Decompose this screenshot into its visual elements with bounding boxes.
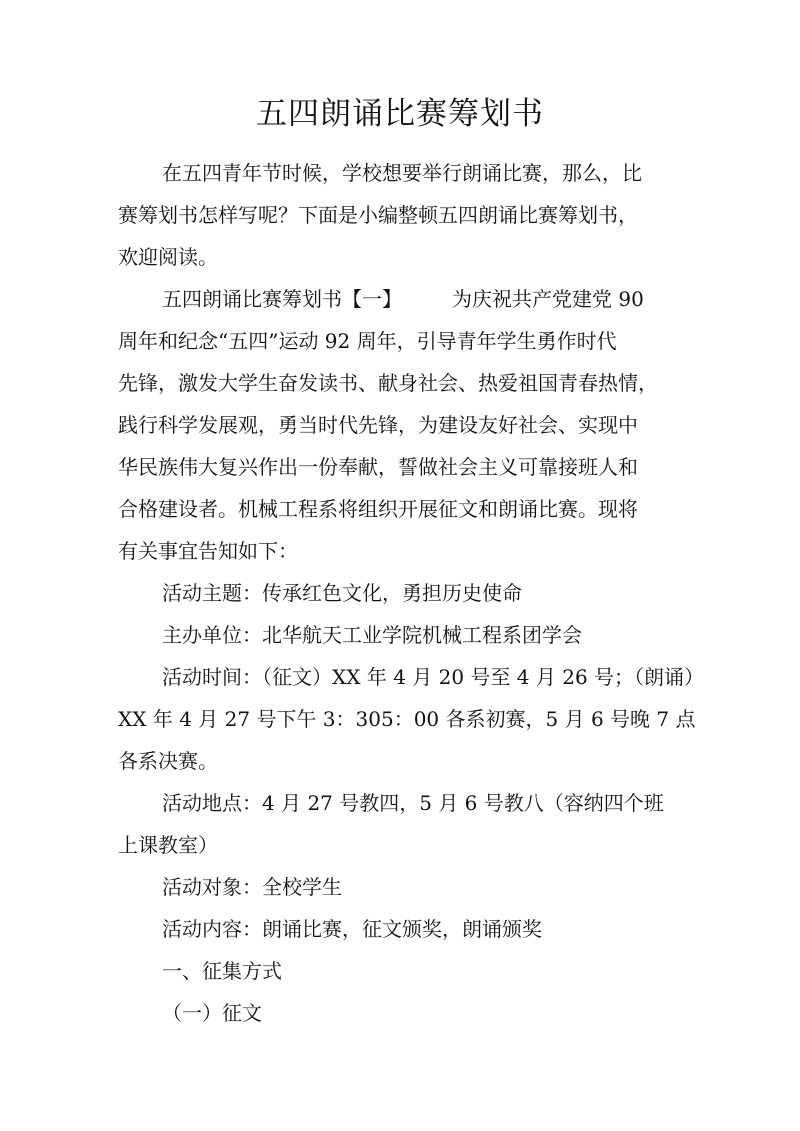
section-one-line-5: 华民族伟大复兴作出一份奉献，誓做社会主义可靠接班人和 (118, 455, 638, 479)
section-one-line-2: 周年和纪念“五四”运动 92 周年，引导青年学生勇作时代 (118, 329, 617, 353)
time-paragraph (118, 656, 705, 782)
activity-time-line-2: XX 年 4 月 27 号下午 3：305：00 各系初赛，5 月 6 号晚 7 点 (118, 707, 696, 731)
organizer-paragraph (118, 614, 688, 656)
document-title: 五四朗诵比赛筹划书 (256, 96, 544, 132)
essay-heading-paragraph (118, 992, 688, 1034)
theme-paragraph (118, 572, 688, 614)
section-one-heading: 五四朗诵比赛筹划书【一】 (162, 287, 402, 311)
collection-heading-paragraph (118, 950, 688, 992)
activity-organizer: 主办单位：北华航天工业学院机械工程系团学会 (162, 623, 582, 647)
content-paragraph (118, 908, 688, 950)
intro-paragraph (118, 152, 688, 278)
intro-line-3: 欢迎阅读。 (118, 245, 218, 269)
section-one-line-4: 践行科学发展观，勇当时代先锋，为建设友好社会、实现中 (118, 413, 638, 437)
section-one-line-6: 合格建设者。机械工程系将组织开展征文和朗诵比赛。现将 (118, 497, 638, 521)
intro-line-1: 在五四青年节时候，学校想要举行朗诵比赛，那么，比 (162, 161, 642, 185)
activity-theme: 活动主题：传承红色文化，勇担历史使命 (162, 581, 522, 605)
activity-place-line-1: 活动地点：4 月 27 号教四，5 月 6 号教八（容纳四个班 (162, 791, 664, 815)
section-one-line-7: 有关事宜告知如下： (118, 539, 298, 563)
section-one-line-3: 先锋，激发大学生奋发读书、献身社会、热爱祖国青春热情， (118, 371, 658, 395)
activity-time-line-1: 活动时间：（征文）XX 年 4 月 20 号至 4 月 26 号；（朗诵） (162, 665, 705, 689)
activity-target: 活动对象：全校学生 (162, 875, 342, 899)
activity-place-line-2: 上课教室） (118, 833, 218, 857)
intro-line-2: 赛筹划书怎样写呢？下面是小编整顿五四朗诵比赛筹划书， (118, 203, 638, 227)
section-one-paragraph (118, 278, 688, 572)
place-paragraph (118, 782, 688, 866)
target-paragraph (118, 866, 688, 908)
essay-subheading: （一）征文 (162, 1001, 262, 1025)
collection-method-heading: 一、征集方式 (162, 959, 282, 983)
section-one-first-line-tail: 为庆祝共产党建党 90 (452, 287, 644, 311)
section-one-first-line (118, 278, 688, 320)
activity-time-line-3: 各系决赛。 (118, 749, 218, 773)
activity-content: 活动内容：朗诵比赛，征文颁奖，朗诵颁奖 (162, 917, 542, 941)
